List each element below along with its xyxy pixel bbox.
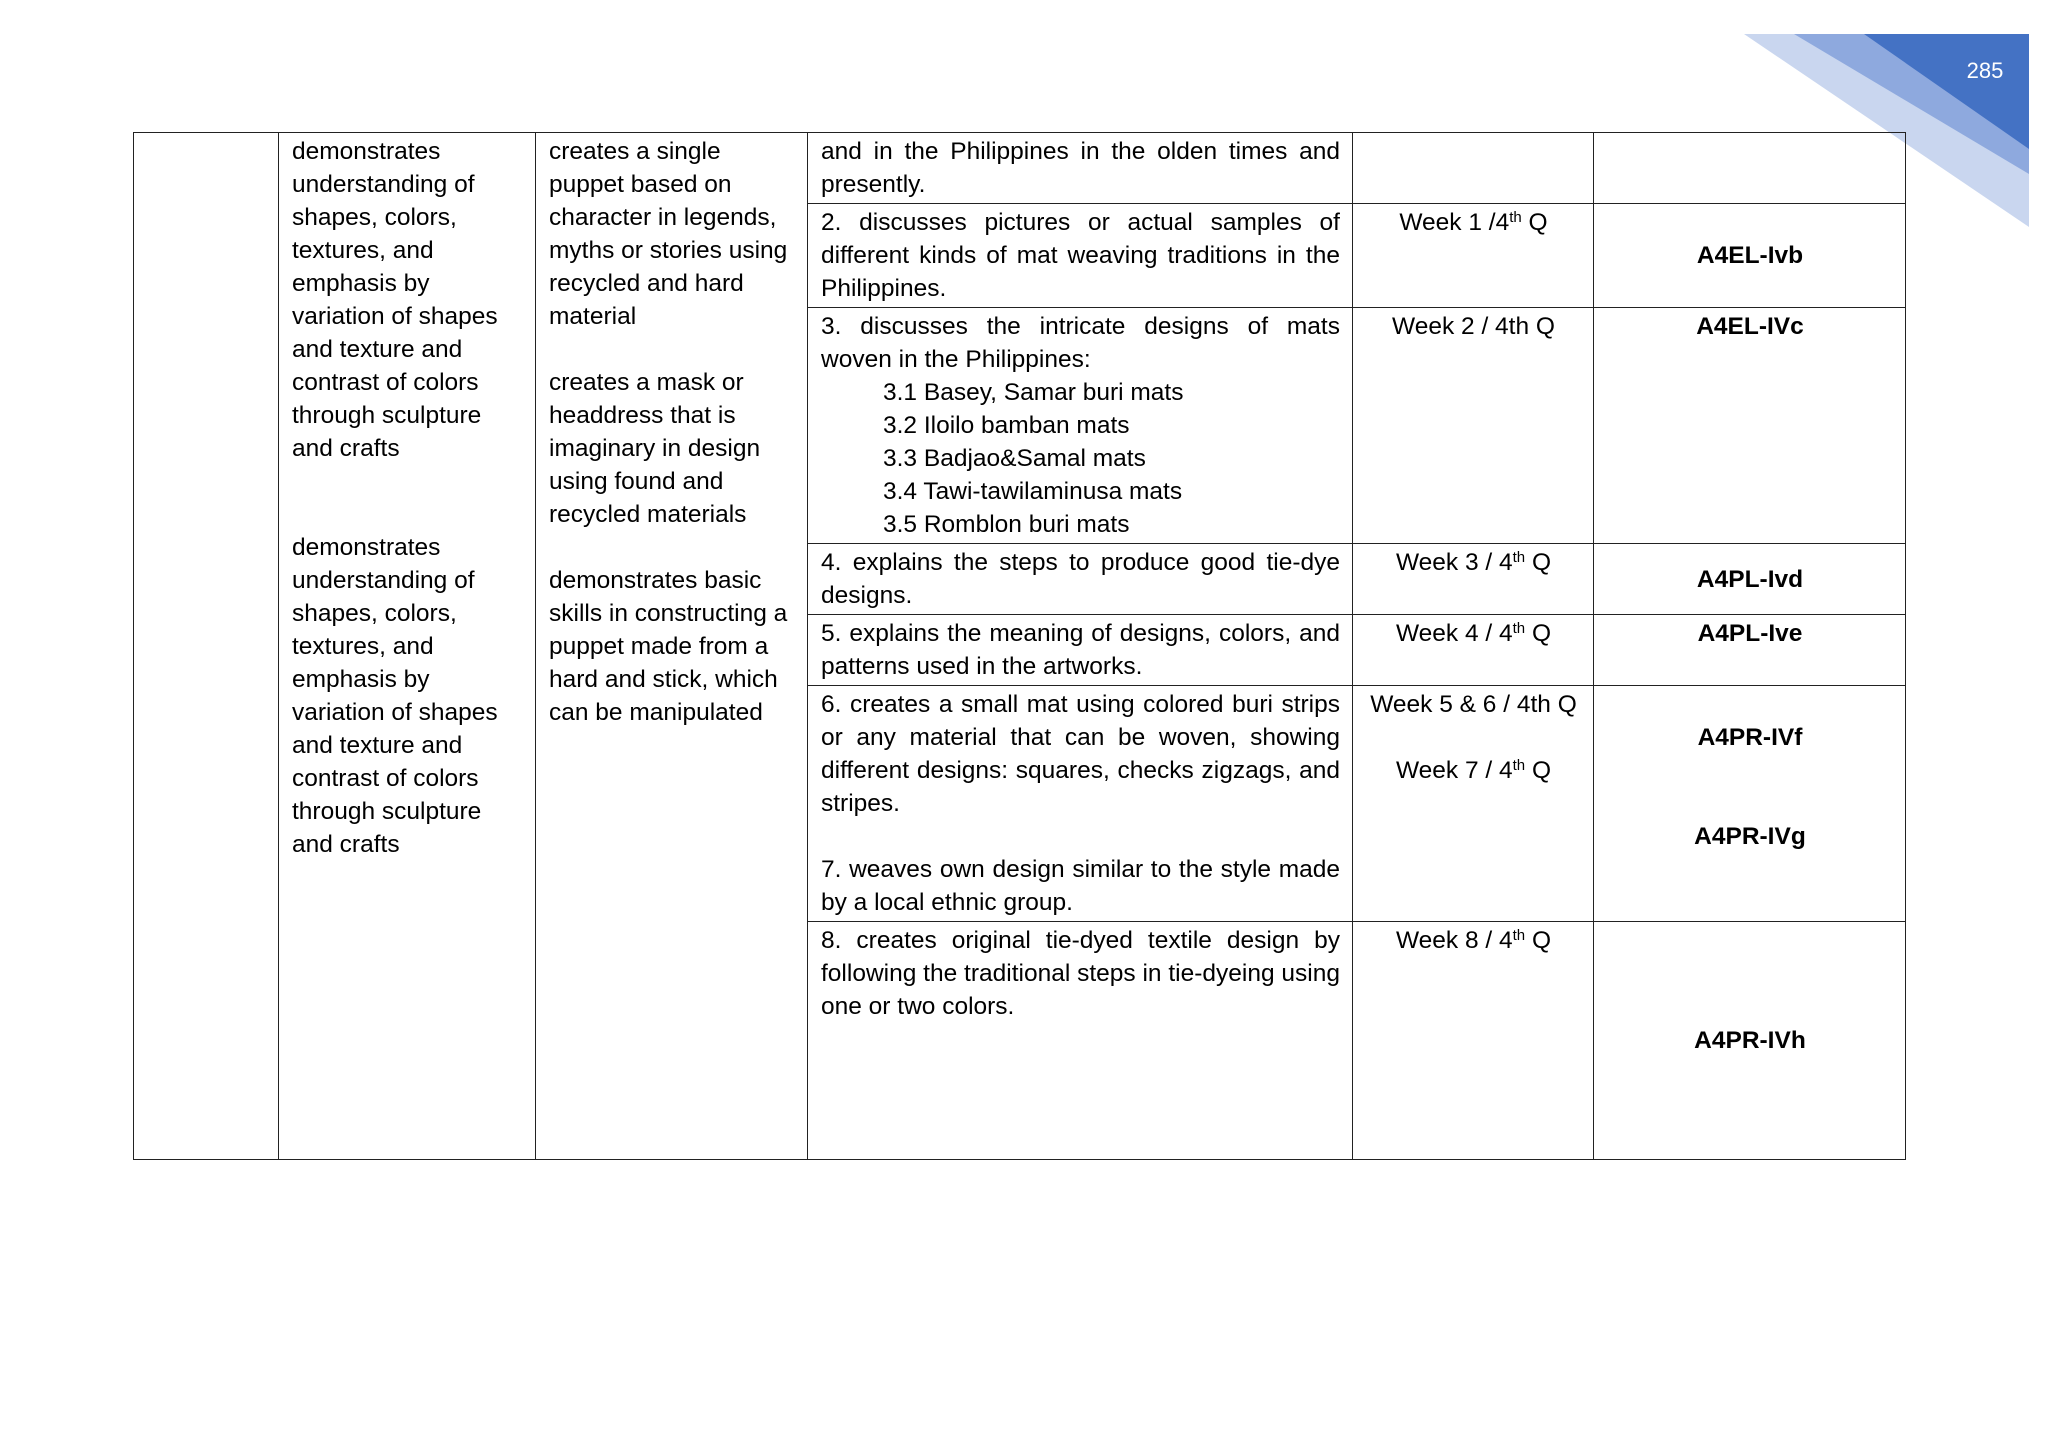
list-item: 3.4 Tawi-tawilaminusa mats	[883, 478, 1183, 505]
content-standard-block: demonstrates understanding of shapes, colors, textures, and emphasis by variation of shapes and texture and contrast of colors through sculpture and crafts	[292, 138, 498, 462]
performance-standard-block: demonstrates basic skills in constructing a puppet made from a hard and stick, which can be manipulated	[549, 567, 788, 726]
list-item: 3.2 Iloilo bamban mats	[883, 412, 1130, 439]
competency-cell: 6. creates a small mat using colored buri strips or any material that can be woven, showing different designs: squares, checks zigzags, and stripes. 7. weaves own design similar to the style made by a local ethnic group.	[808, 686, 1353, 922]
week-cell: Week 2 / 4th Q	[1353, 308, 1594, 544]
performance-standard-block: creates a mask or headdress that is imaginary in design using found and recycled materials	[549, 369, 761, 528]
code-cell: A4PL-Ive	[1594, 615, 1906, 686]
content-standard-block: demonstrates understanding of shapes, colors, textures, and emphasis by variation of shapes and texture and contrast of colors through sculpture and crafts	[292, 534, 498, 858]
list-item: 3.3 Badjao&Samal mats	[883, 445, 1146, 472]
week-cell: Week 4 / 4th Q	[1353, 615, 1594, 686]
performance-standard-cell	[536, 133, 808, 1160]
competency-cell: 3. discusses the intricate designs of mats woven in the Philippines: 3.1 Basey, Samar buri mats 3.2 Iloilo bamban mats 3.3 Badjao&Samal mats 3.4 Tawi-tawilaminusa mats 3.5 Romblon buri mats	[808, 308, 1353, 544]
list-item: 3.5 Romblon buri mats	[883, 511, 1130, 538]
table-row	[134, 133, 1906, 204]
competency-cell: 4. explains the steps to produce good tie-dye designs.	[808, 544, 1353, 615]
week-cell: Week 3 / 4th Q	[1353, 544, 1594, 615]
competency-cell: 2. discusses pictures or actual samples of different kinds of mat weaving traditions in the Philippines.	[808, 204, 1353, 308]
page-number: 285	[1966, 58, 2004, 83]
performance-standard-block: creates a single puppet based on character in legends, myths or stories using recycled and hard material	[549, 138, 788, 330]
competency-cell: and in the Philippines in the olden times and presently.	[808, 133, 1353, 204]
code-cell: A4PR-IVf A4PR-IVg	[1594, 686, 1906, 922]
week-cell: Week 8 / 4th Q	[1353, 922, 1594, 1160]
code-cell: A4EL-Ivb	[1594, 204, 1906, 308]
code-cell: A4PR-IVh	[1594, 922, 1906, 1160]
curriculum-table	[133, 132, 1906, 1160]
code-cell: A4EL-IVc	[1594, 308, 1906, 544]
competency-cell: 5. explains the meaning of designs, colors, and patterns used in the artworks.	[808, 615, 1353, 686]
code-cell	[1594, 133, 1906, 204]
empty-column-cell	[134, 133, 279, 1160]
week-cell: Week 1 /4th Q	[1353, 204, 1594, 308]
competency-cell: 8. creates original tie-dyed textile design by following the traditional steps in tie-dyeing using one or two colors.	[808, 922, 1353, 1160]
code-cell: A4PL-Ivd	[1594, 544, 1906, 615]
list-item: 3.1 Basey, Samar buri mats	[883, 379, 1184, 406]
week-cell: Week 5 & 6 / 4th Q Week 7 / 4th Q	[1353, 686, 1594, 922]
content-standard-cell	[279, 133, 536, 1160]
week-cell	[1353, 133, 1594, 204]
